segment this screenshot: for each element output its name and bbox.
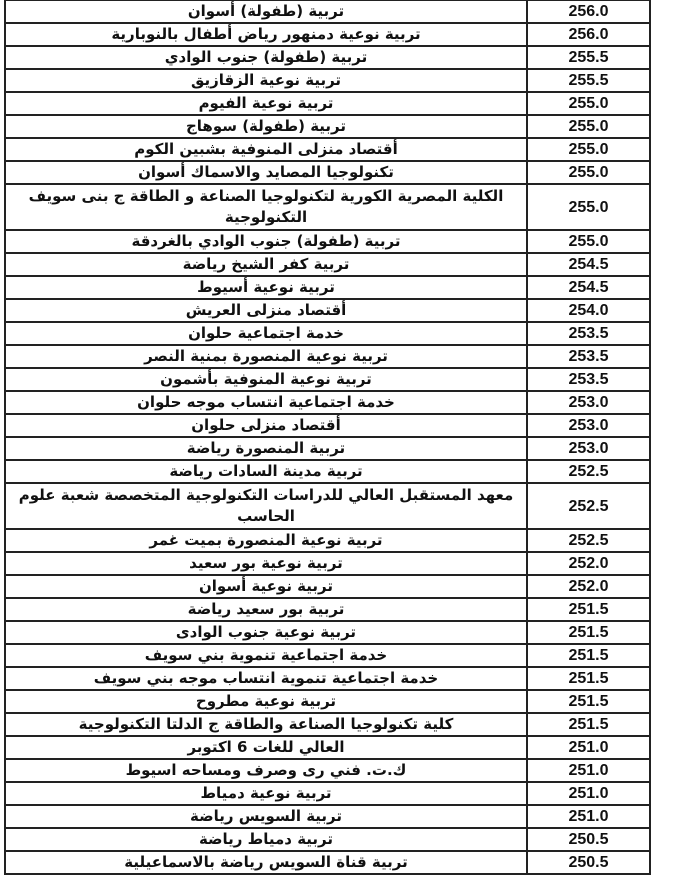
min-score: 250.5 bbox=[527, 851, 650, 874]
college-name: كلية تكنولوجيا الصناعة والطاقة ج الدلتا التكنولوجية bbox=[5, 713, 527, 736]
table-row bbox=[5, 184, 650, 230]
college-name: تربية السويس رياضة bbox=[5, 805, 527, 828]
min-score: 254.5 bbox=[527, 253, 650, 276]
college-name: معهد المستقبل العالي للدراسات التكنولوجية المتخصصة شعبة علوم الحاسب bbox=[5, 483, 527, 529]
min-score: 255.0 bbox=[527, 138, 650, 161]
table-row bbox=[5, 23, 650, 46]
table-row bbox=[5, 828, 650, 851]
table-row bbox=[5, 230, 650, 253]
college-name: تربية نوعية الفيوم bbox=[5, 92, 527, 115]
table-row bbox=[5, 460, 650, 483]
college-name: خدمة اجتماعية حلوان bbox=[5, 322, 527, 345]
table-row bbox=[5, 368, 650, 391]
college-name: تربية نوعية المنصورة بمنية النصر bbox=[5, 345, 527, 368]
table-body bbox=[5, 0, 650, 874]
min-score: 255.0 bbox=[527, 115, 650, 138]
table-row bbox=[5, 161, 650, 184]
min-score: 252.0 bbox=[527, 552, 650, 575]
table-row bbox=[5, 138, 650, 161]
min-score: 253.0 bbox=[527, 437, 650, 460]
college-name: تربية نوعية جنوب الوادى bbox=[5, 621, 527, 644]
scores-table bbox=[4, 0, 651, 875]
min-score: 253.5 bbox=[527, 345, 650, 368]
table-row bbox=[5, 598, 650, 621]
table-row bbox=[5, 575, 650, 598]
min-score: 251.5 bbox=[527, 621, 650, 644]
min-score: 256.0 bbox=[527, 23, 650, 46]
table-row bbox=[5, 736, 650, 759]
min-score: 253.5 bbox=[527, 368, 650, 391]
college-name: تربية مدينة السادات رياضة bbox=[5, 460, 527, 483]
min-score: 251.5 bbox=[527, 598, 650, 621]
min-score: 251.0 bbox=[527, 805, 650, 828]
college-name: تربية دمياط رياضة bbox=[5, 828, 527, 851]
table-row bbox=[5, 667, 650, 690]
college-name: أقتصاد منزلى العريش bbox=[5, 299, 527, 322]
table-row bbox=[5, 690, 650, 713]
college-name: خدمة اجتماعية تنموية انتساب موجه بني سويف bbox=[5, 667, 527, 690]
college-name: تربية نوعية المنصورة بميت غمر bbox=[5, 529, 527, 552]
table-row bbox=[5, 805, 650, 828]
table-row bbox=[5, 115, 650, 138]
college-name: تربية نوعية مطروح bbox=[5, 690, 527, 713]
table-row bbox=[5, 759, 650, 782]
min-score: 255.0 bbox=[527, 184, 650, 230]
min-score: 255.0 bbox=[527, 161, 650, 184]
table-row bbox=[5, 69, 650, 92]
table-row bbox=[5, 851, 650, 874]
college-name: تربية نوعية دمنهور رياض أطفال بالنوبارية bbox=[5, 23, 527, 46]
min-score: 252.5 bbox=[527, 460, 650, 483]
table-row bbox=[5, 483, 650, 529]
min-score: 252.5 bbox=[527, 529, 650, 552]
min-score: 251.0 bbox=[527, 759, 650, 782]
table-row bbox=[5, 621, 650, 644]
min-score: 255.0 bbox=[527, 230, 650, 253]
college-name: تربية نوعية المنوفية بأشمون bbox=[5, 368, 527, 391]
college-name: الكلية المصرية الكورية لتكنولوجيا الصناعة و الطاقة ج بنى سويف التكنولوجية bbox=[5, 184, 527, 230]
college-name: تربية (طفولة) جنوب الوادي bbox=[5, 46, 527, 69]
college-name: تربية (طفولة) جنوب الوادي بالغردقة bbox=[5, 230, 527, 253]
table-row bbox=[5, 552, 650, 575]
table-row bbox=[5, 299, 650, 322]
college-name: تربية بور سعيد رياضة bbox=[5, 598, 527, 621]
college-name: تربية نوعية بور سعيد bbox=[5, 552, 527, 575]
table-row bbox=[5, 782, 650, 805]
table-row bbox=[5, 0, 650, 23]
table-row bbox=[5, 92, 650, 115]
table-row bbox=[5, 253, 650, 276]
college-name: تربية كفر الشيخ رياضة bbox=[5, 253, 527, 276]
min-score: 251.5 bbox=[527, 667, 650, 690]
min-score: 254.0 bbox=[527, 299, 650, 322]
college-name: تربية (طفولة) أسوان bbox=[5, 0, 527, 23]
table-row bbox=[5, 276, 650, 299]
table-row bbox=[5, 345, 650, 368]
min-score: 255.0 bbox=[527, 92, 650, 115]
college-name: خدمة اجتماعية انتساب موجه حلوان bbox=[5, 391, 527, 414]
college-name: تربية المنصورة رياضة bbox=[5, 437, 527, 460]
min-score: 254.5 bbox=[527, 276, 650, 299]
table-row bbox=[5, 46, 650, 69]
min-score: 253.0 bbox=[527, 391, 650, 414]
min-score: 253.5 bbox=[527, 322, 650, 345]
min-score: 255.5 bbox=[527, 46, 650, 69]
table-row bbox=[5, 713, 650, 736]
college-name: العالي للغات 6 اكتوبر bbox=[5, 736, 527, 759]
table-row bbox=[5, 391, 650, 414]
college-name: أقتصاد منزلى المنوفية بشبين الكوم bbox=[5, 138, 527, 161]
college-name: تربية قناة السويس رياضة بالاسماعيلية bbox=[5, 851, 527, 874]
table-row bbox=[5, 529, 650, 552]
min-score: 252.5 bbox=[527, 483, 650, 529]
min-score: 250.5 bbox=[527, 828, 650, 851]
min-score: 251.5 bbox=[527, 690, 650, 713]
college-name: ك.ت. فني رى وصرف ومساحه اسيوط bbox=[5, 759, 527, 782]
min-score: 251.5 bbox=[527, 644, 650, 667]
college-name: تربية نوعية أسيوط bbox=[5, 276, 527, 299]
college-name: أقتصاد منزلى حلوان bbox=[5, 414, 527, 437]
table-row bbox=[5, 644, 650, 667]
min-score: 256.0 bbox=[527, 0, 650, 23]
min-score: 253.0 bbox=[527, 414, 650, 437]
table-row bbox=[5, 414, 650, 437]
table-row bbox=[5, 322, 650, 345]
college-name: تربية (طفولة) سوهاج bbox=[5, 115, 527, 138]
min-score: 251.5 bbox=[527, 713, 650, 736]
min-score: 251.0 bbox=[527, 782, 650, 805]
min-score: 255.5 bbox=[527, 69, 650, 92]
table-row bbox=[5, 437, 650, 460]
college-name: تكنولوجيا المصايد والاسماك أسوان bbox=[5, 161, 527, 184]
college-name: خدمة اجتماعية تنموية بني سويف bbox=[5, 644, 527, 667]
min-score: 251.0 bbox=[527, 736, 650, 759]
min-score: 252.0 bbox=[527, 575, 650, 598]
college-name: تربية نوعية أسوان bbox=[5, 575, 527, 598]
college-name: تربية نوعية الزقازيق bbox=[5, 69, 527, 92]
college-name: تربية نوعية دمياط bbox=[5, 782, 527, 805]
